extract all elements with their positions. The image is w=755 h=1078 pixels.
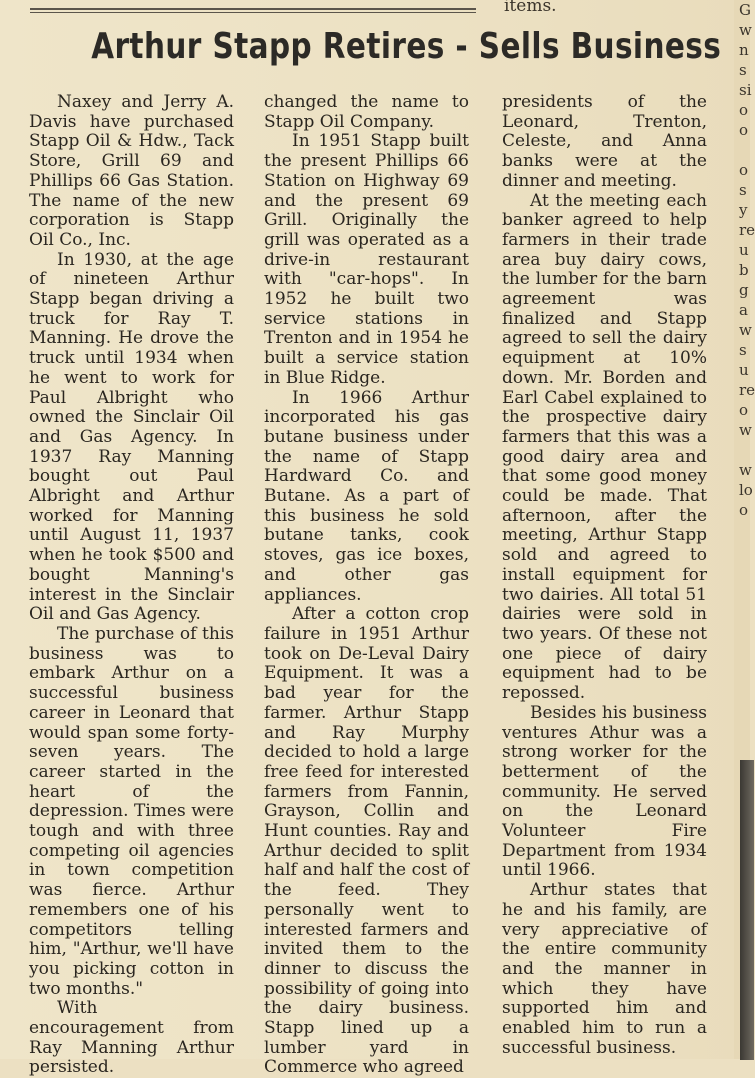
previous-article-fragment: items. <box>504 0 557 16</box>
paragraph: changed the name to Stapp Oil Company. <box>264 92 469 132</box>
edge-letter: n <box>739 41 749 59</box>
article-column-3 <box>502 93 707 1058</box>
edge-letter: o <box>739 501 749 519</box>
edge-letter: b <box>739 261 749 279</box>
edge-letter <box>739 440 750 460</box>
edge-letter: w <box>739 321 752 339</box>
edge-letter: si <box>739 81 752 99</box>
adjacent-photo-edge <box>740 760 754 1060</box>
paragraph: In 1930, at the age of nineteen Arthur Stapp began driving a truck for Ray T. Manning. He drove the truck until 1934 when he went to work for Paul Albright who owned the Sinclair Oil and Gas Agency. In 1937 Ray Manning bought out Paul Albright and Arthur worked for Manning until August 11, 1937 when he took $500 and bought Manning's interest in the Sinclair Oil and Gas Agency. <box>29 249 234 625</box>
paragraph: At the meeting each banker agreed to help farmers in their trade area buy dairy cows, the lumber for the barn agreement was finalized and Stapp agreed to sell the dairy equipment at 10% down. Mr. Borden and Earl Cabel explained to the prospective dairy farmers that this was a good dairy area and that some good money could be made. That afternoon, after the meeting, Arthur Stapp sold and agreed to install equipment for two dairies. All total 51 dairies were sold in two years. Of these not one piece of dairy equipment had to be repossed. <box>502 190 707 704</box>
paragraph: Besides his business ventures Athur was a strong worker for the betterment of the community. He served on the Leonard Volunteer Fire Department from 1934 until 1966. <box>502 702 707 881</box>
edge-letter: o <box>739 121 749 139</box>
edge-letter: w <box>739 21 752 39</box>
edge-letter: w <box>739 421 752 439</box>
paragraph: presidents of the Leonard, Trenton, Celeste, and Anna banks were at the dinner and meeting. <box>502 92 707 191</box>
edge-letter: a <box>739 301 748 319</box>
edge-letter: lo <box>739 481 753 499</box>
paragraph: Arthur states that he and his family, are very appreciative of the entire community and the manner in which they have supported him and enabled him to run a successful business. <box>502 880 707 1058</box>
paragraph: Naxey and Jerry A. Davis have purchased Stapp Oil & Hdw., Tack Store, Grill 69 and Phillips 66 Gas Station. The name of the new corporation is Stapp Oil Co., Inc. <box>29 92 234 250</box>
article-column-2 <box>264 93 469 1078</box>
edge-letter: re <box>739 221 755 239</box>
edge-letter: g <box>739 281 749 299</box>
paragraph: After a cotton crop failure in 1951 Arthur took on De-Leval Dairy Equipment. It was a bad year for the farmer. Arthur Stapp and Ray Murphy decided to hold a large free feed for interested farmers from Fannin, Grayson, Collin and Hunt counties. Ray and Arthur decided to split half and half the cost of the feed. They personally went to interested farmers and invited them to the dinner to discuss the possibility of going into the dairy business. Stapp lined up a lumber yard in Commerce who agreed <box>264 604 469 1078</box>
paragraph: In 1951 Stapp built the present Phillips 66 Station on Highway 69 and the present 69 Grill. Originally the grill was operated as a drive-in restaurant with "car-hops". In 1952 he built two service stations in Trenton and in 1954 he built a service station in Blue Ridge. <box>264 131 469 388</box>
paragraph: In 1966 Arthur incorporated his gas butane business under the name of Stapp Hardward Co. and Butane. As a part of this business he sold butane tanks, cook stoves, gas ice boxes, and other gas appliances. <box>264 387 469 605</box>
edge-letter: re <box>739 381 755 399</box>
edge-letter: s <box>739 61 747 79</box>
edge-letter: o <box>739 101 749 119</box>
top-rule <box>30 8 476 13</box>
edge-letter <box>739 140 750 160</box>
edge-letter: o <box>739 401 749 419</box>
edge-letter: u <box>739 241 749 259</box>
edge-letter: G <box>739 1 751 19</box>
adjacent-column-fragments <box>739 0 755 520</box>
edge-letter: s <box>739 341 747 359</box>
edge-letter: o <box>739 161 749 179</box>
adjacent-column-edge <box>734 0 755 1059</box>
edge-letter: u <box>739 361 749 379</box>
article-column-1 <box>29 93 234 1078</box>
headline: Arthur Stapp Retires - Sells Business <box>91 26 722 67</box>
paragraph: With encouragement from Ray Manning Arthur persisted. <box>29 998 234 1078</box>
edge-letter: y <box>739 201 748 219</box>
paragraph: The purchase of this business was to embark Arthur on a successful business career in Leonard that would span some forty-seven years. The career started in the heart of the depression. Times were tough and with three competing oil agencies in town competition was fierce. Arthur remembers one of his competitors telling him, "Arthur, we'll have you picking cotton in two months." <box>29 623 234 999</box>
edge-letter: w <box>739 461 752 479</box>
edge-letter: s <box>739 181 747 199</box>
